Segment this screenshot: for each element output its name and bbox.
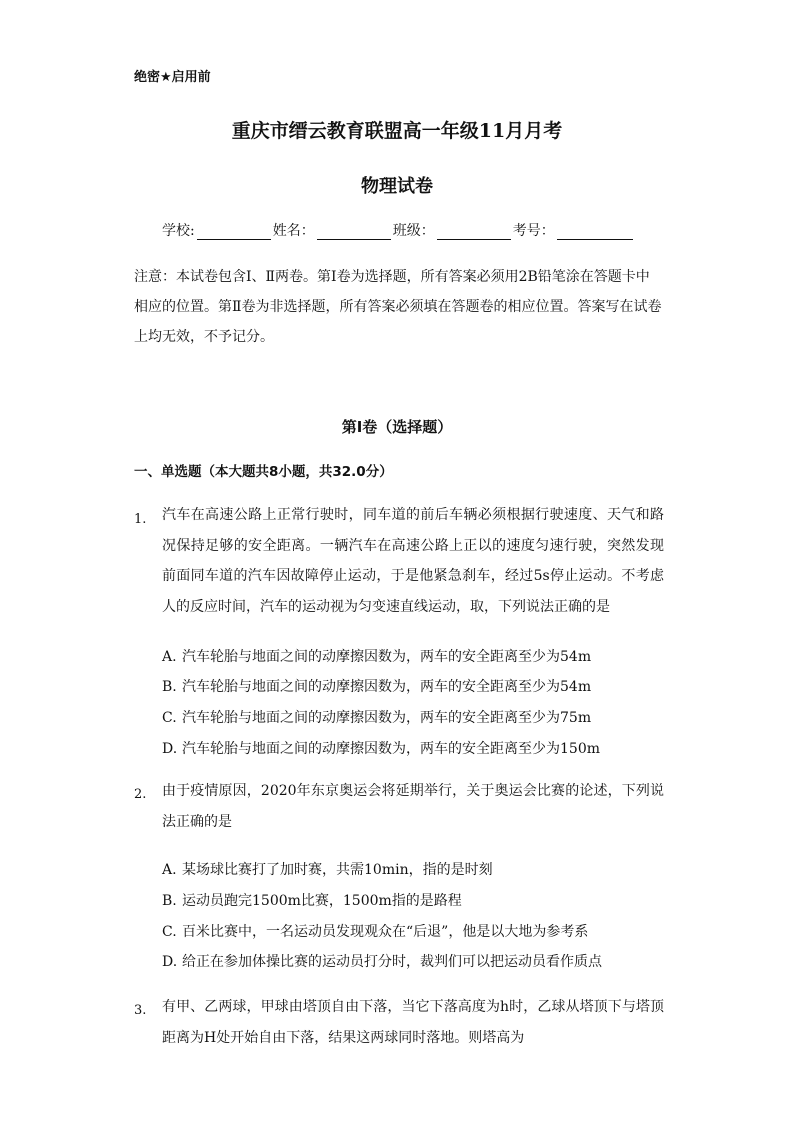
option-letter: D. xyxy=(162,741,178,757)
option-b[interactable] xyxy=(162,676,591,696)
option-letter: C. xyxy=(162,710,177,726)
question-text: 由于疫情原因，2020年东京奥运会将延期举行，关于奥运会比赛的论述，下列说法正确的是 xyxy=(162,783,664,830)
option-letter: D. xyxy=(162,954,178,970)
option-text: 汽车轮胎与地面之间的动摩擦因数为，两车的安全距离至少为54m xyxy=(182,679,592,695)
option-letter: A. xyxy=(162,862,177,878)
option-text: 给正在参加体操比赛的运动员打分时，裁判们可以把运动员看作质点 xyxy=(182,954,602,970)
option-c[interactable] xyxy=(162,707,591,727)
option-a[interactable] xyxy=(162,859,493,879)
exam-number-blank[interactable] xyxy=(557,225,633,240)
question-number: 1. xyxy=(134,512,147,527)
school-blank[interactable] xyxy=(197,225,271,240)
option-text: 汽车轮胎与地面之间的动摩擦因数为，两车的安全距离至少为54m xyxy=(182,649,592,665)
option-d[interactable] xyxy=(162,951,602,971)
question-text: 汽车在高速公路上正常行驶时，同车道的前后车辆必须根据行驶速度、天气和路况保持足够的安全距离。一辆汽车在高速公路上正以的速度匀速行驶，突然发现前面同车道的汽车因故障停止运动，于是他紧急刹车，经过5s停止运动。不考虑人的反应时间，汽车的运动视为匀变速直线运动，取，下列说法正确的是 xyxy=(162,507,664,615)
option-letter: A. xyxy=(162,649,177,665)
option-a[interactable] xyxy=(162,646,591,666)
confidential-label: 绝密★启用前 xyxy=(134,70,211,85)
question-text: 有甲、乙两球，甲球由塔顶自由下落，当它下落高度为h时，乙球从塔顶下与塔顶距离为H处开始自由下落，结果这两球同时落地。则塔高为 xyxy=(162,999,664,1046)
school-label: 学校: xyxy=(162,223,195,239)
option-c[interactable] xyxy=(162,921,588,941)
option-text: 汽车轮胎与地面之间的动摩擦因数为，两车的安全距离至少为150m xyxy=(182,741,600,757)
option-d[interactable] xyxy=(162,738,600,758)
option-letter: B. xyxy=(162,893,177,909)
class-blank[interactable] xyxy=(437,225,511,240)
section-title: 一、单选题（本大题共8小题，共32.0分） xyxy=(134,464,393,480)
question-number: 3. xyxy=(134,1003,147,1018)
option-text: 运动员跑完1500m比赛，1500m指的是路程 xyxy=(182,893,462,909)
option-letter: B. xyxy=(162,679,177,695)
exam-notice: 注意：本试卷包含Ⅰ、Ⅱ两卷。第Ⅰ卷为选择题，所有答案必须用2B铅笔涂在答题卡中相应的位置。第Ⅱ卷为非选择题，所有答案必须填在答题卷的相应位置。答案写在试卷上均无效，不予记分。 xyxy=(134,269,662,345)
name-blank[interactable] xyxy=(317,225,391,240)
exam-title: 重庆市缙云教育联盟高一年级11月月考 xyxy=(231,120,563,142)
option-letter: C. xyxy=(162,924,177,940)
option-text: 汽车轮胎与地面之间的动摩擦因数为，两车的安全距离至少为75m xyxy=(182,710,592,726)
option-text: 某场球比赛打了加时赛，共需10min，指的是时刻 xyxy=(182,862,493,878)
option-text: 百米比赛中，一名运动员发现观众在“后退”，他是以大地为参考系 xyxy=(182,924,589,940)
student-info-row xyxy=(162,220,635,240)
option-b[interactable] xyxy=(162,890,462,910)
exam-subtitle: 物理试卷 xyxy=(361,176,433,197)
class-label: 班级： xyxy=(392,223,435,239)
exam-number-label: 考号： xyxy=(512,223,555,239)
question-number: 2. xyxy=(134,787,147,802)
name-label: 姓名： xyxy=(272,223,315,239)
part1-title: 第Ⅰ卷（选择题） xyxy=(341,418,453,436)
